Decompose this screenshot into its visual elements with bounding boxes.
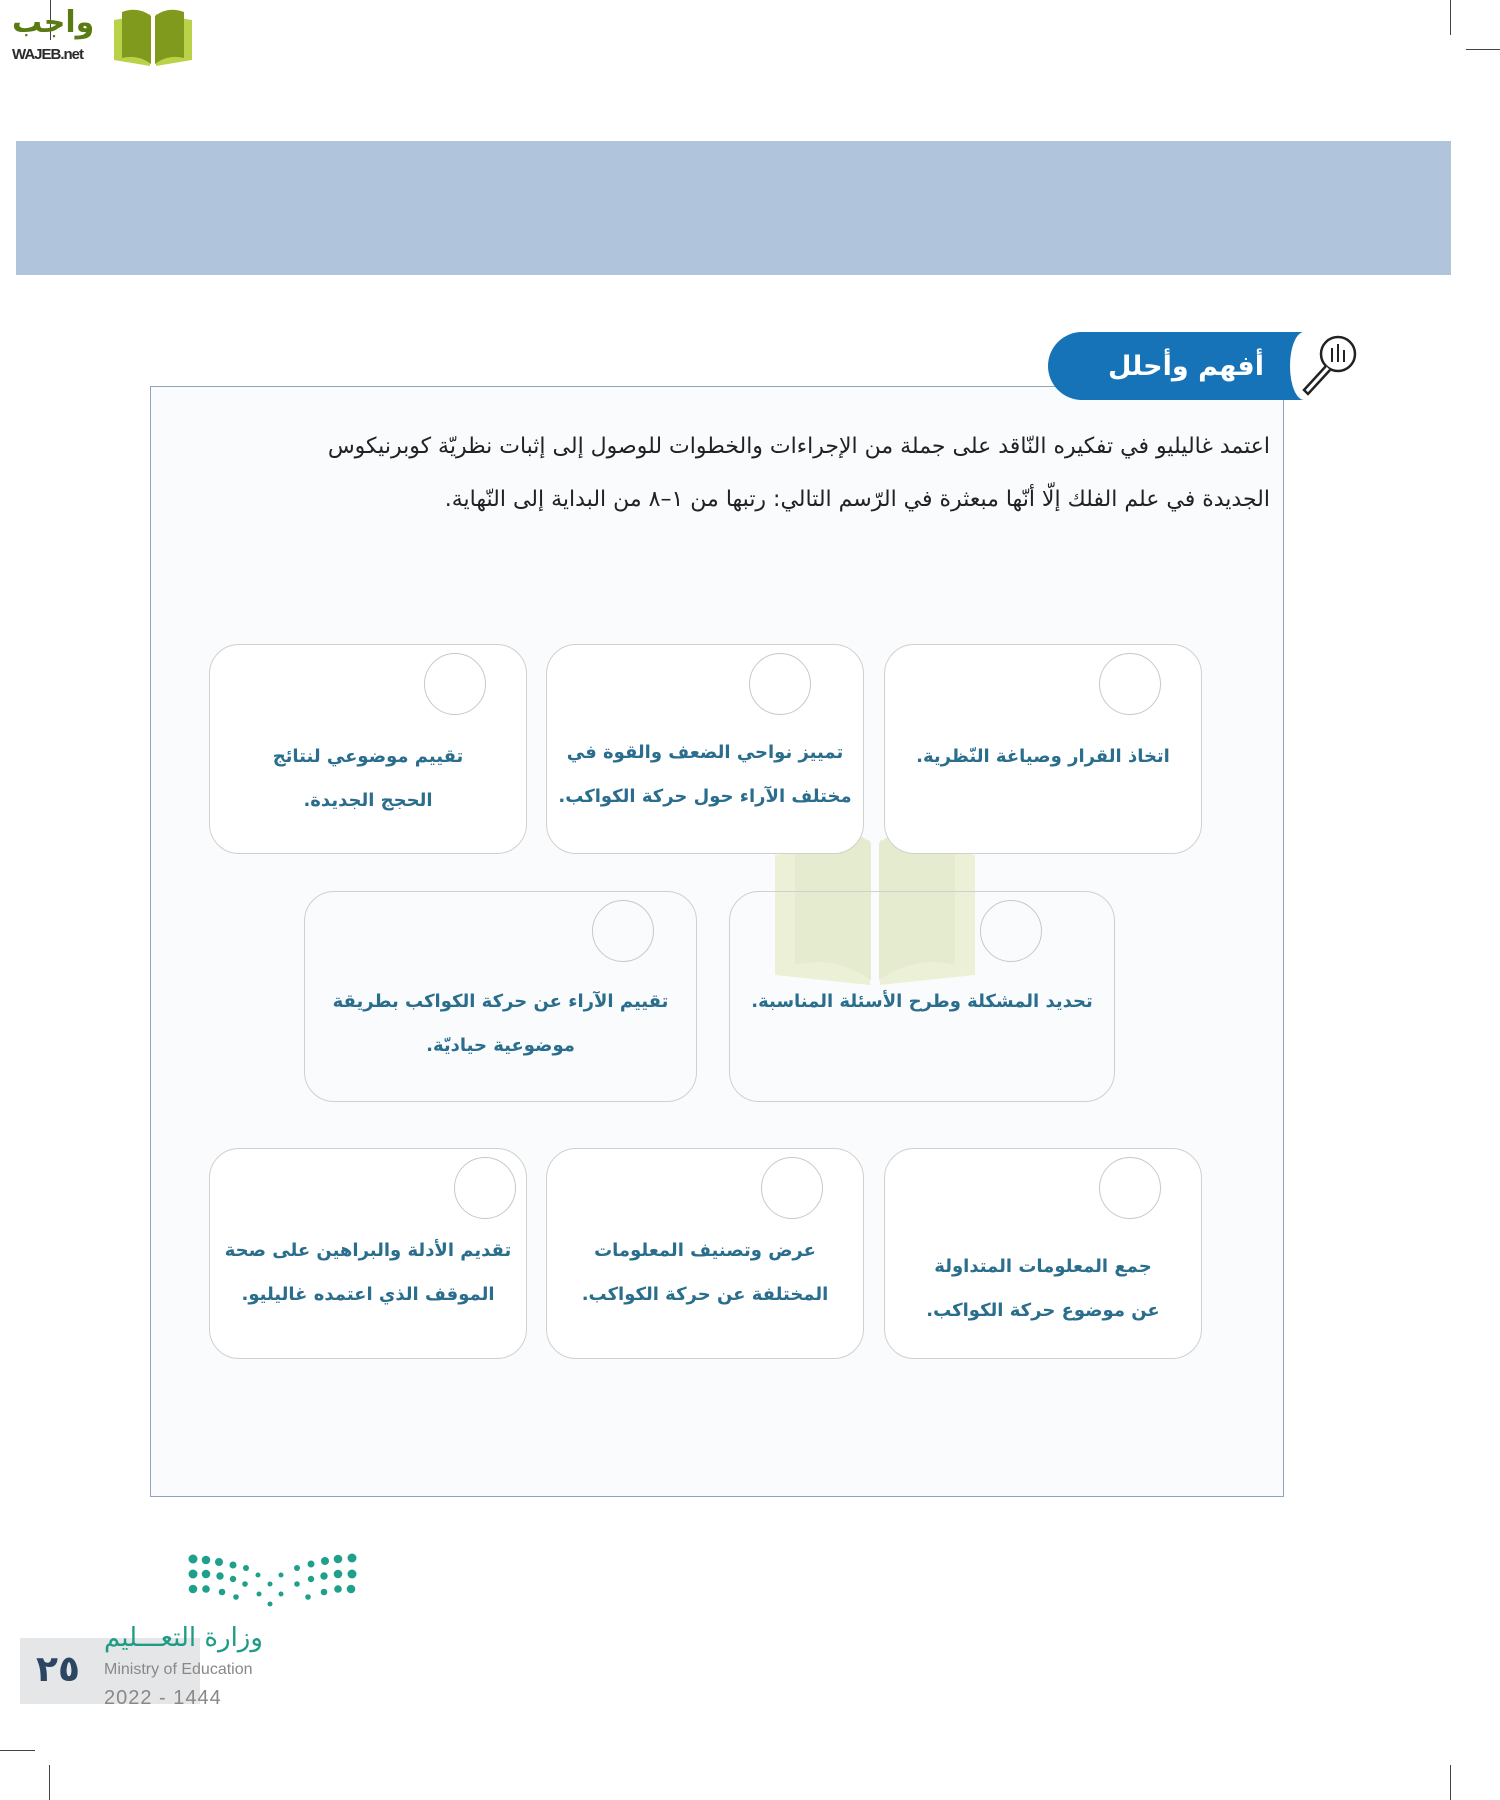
step-line: عن موضوع حركة الكواكب. (926, 1300, 1160, 1321)
ministry-name-arabic: وزارة التعـــليم (104, 1623, 263, 1653)
step-line: المختلفة عن حركة الكواكب. (581, 1284, 829, 1305)
step-card (884, 644, 1202, 854)
crop-mark (1466, 49, 1500, 50)
step-line: الموقف الذي اعتمده غاليليو. (241, 1284, 495, 1305)
section-title (1048, 332, 1304, 400)
page-number: ٢٥ (36, 1649, 80, 1690)
step-text (313, 980, 688, 1068)
section-title-text: أفهم وأحلل (1108, 350, 1264, 382)
step-card (546, 644, 864, 854)
logo-arabic: واجب (12, 5, 95, 40)
step-line: تقديم الأدلة والبراهين على صحة (224, 1240, 512, 1261)
step-line: اتخاذ القرار وصياغة النّظرية. (916, 746, 1170, 767)
order-number-circle[interactable] (980, 900, 1042, 962)
step-text (218, 1229, 518, 1317)
crop-mark (0, 1750, 35, 1751)
step-line: موضوعية حياديّة. (426, 1035, 575, 1056)
order-number-circle[interactable] (761, 1157, 823, 1219)
wajeb-logo[interactable] (8, 4, 193, 66)
step-line: جمع المعلومات المتداولة (934, 1256, 1152, 1277)
header-banner (16, 141, 1451, 275)
step-text (218, 735, 518, 823)
step-line: تمييز نواحي الضعف والقوة في (566, 742, 844, 763)
step-text (893, 1245, 1193, 1333)
order-number-circle[interactable] (1099, 653, 1161, 715)
step-line: مختلف الآراء حول حركة الكواكب. (558, 786, 852, 807)
logo-english: WAJEB.net (12, 46, 84, 63)
instructions-line: اعتمد غاليليو في تفكيره النّاقد على جملة من الإجراءات والخطوات للوصول إلى إثبات نظريّة كوبرنيكوس (327, 434, 1270, 459)
step-card (884, 1148, 1202, 1359)
book-icon (110, 6, 196, 66)
instructions (220, 420, 1270, 526)
step-text (555, 1229, 855, 1317)
step-text (738, 980, 1106, 1024)
step-line: تحديد المشكلة وطرح الأسئلة المناسبة. (751, 991, 1093, 1012)
edition-year: 2022 - 1444 (104, 1687, 222, 1709)
magnifier-chart-icon (1296, 332, 1362, 402)
step-card (209, 644, 527, 854)
step-line: تقييم الآراء عن حركة الكواكب بطريقة (332, 991, 669, 1012)
crop-mark (1450, 0, 1451, 35)
order-number-circle[interactable] (1099, 1157, 1161, 1219)
step-line: تقييم موضوعي لنتائج (272, 746, 464, 767)
crop-mark (49, 1765, 50, 1800)
step-text (893, 735, 1193, 779)
step-line: الحجج الجديدة. (303, 790, 433, 811)
step-card (729, 891, 1115, 1102)
step-card (304, 891, 697, 1102)
step-card (546, 1148, 864, 1359)
step-text (555, 731, 855, 819)
step-line: عرض وتصنيف المعلومات (594, 1240, 816, 1261)
order-number-circle[interactable] (424, 653, 486, 715)
instructions-line: الجديدة في علم الفلك إلّا أنّها مبعثرة في الرّسم التالي: رتبها من ١–٨ من البداية إلى النّهاية. (444, 487, 1270, 512)
order-number-circle[interactable] (592, 900, 654, 962)
order-number-circle[interactable] (454, 1157, 516, 1219)
crop-mark (1450, 1765, 1451, 1800)
ministry-name-english: Ministry of Education (104, 1661, 253, 1678)
order-number-circle[interactable] (749, 653, 811, 715)
step-card (209, 1148, 527, 1359)
ministry-logo-dots-icon (185, 1553, 360, 1613)
